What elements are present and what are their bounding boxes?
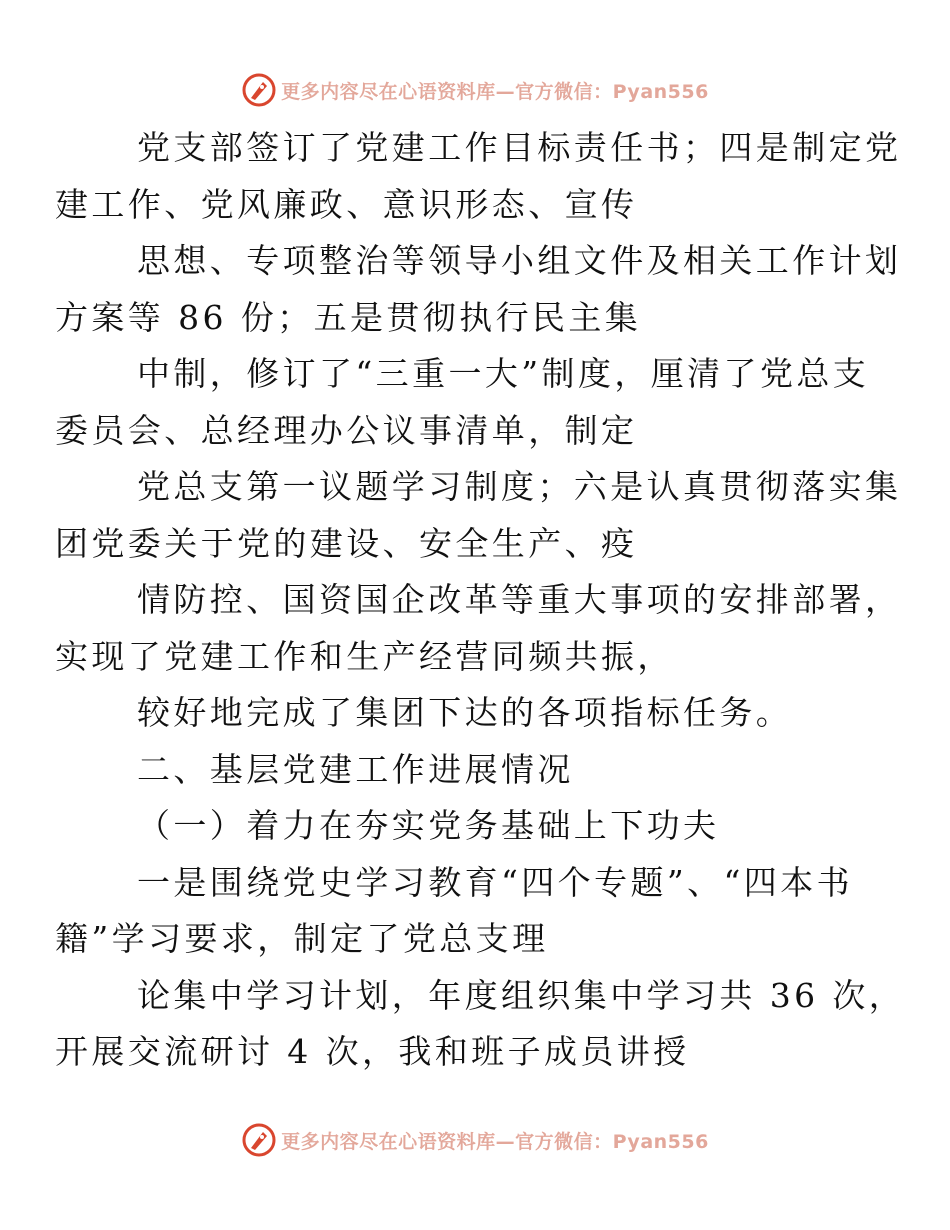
footer-banner (0, 1120, 950, 1160)
document-body (55, 120, 906, 1081)
paragraph-line: 中制，修订了“三重一大”制度，厘清了党总支 (137, 354, 870, 393)
paragraph-line: 二、基层党建工作进展情况 (137, 749, 574, 789)
paragraph-line: 委员会、总经理办公议事清单，制定 (55, 410, 638, 450)
paragraph-3 (55, 346, 870, 459)
subsection-heading (96, 798, 856, 855)
pen-nib-logo-icon (241, 1122, 277, 1158)
section-heading (96, 742, 856, 799)
paragraph-line: 一是围绕党史学习教育“四个专题”、“四本书 (137, 862, 854, 902)
paragraph-line: 方案等 86 份；五是贯彻执行民主集 (55, 297, 642, 337)
paragraph-line: 实现了党建工作和生产经营同频共振， (55, 636, 674, 676)
pen-nib-logo-icon (241, 72, 277, 108)
paragraph-line: 籍”学习要求，制定了党总支理 (55, 919, 549, 958)
paragraph-8 (55, 968, 906, 1081)
paragraph-line: 情防控、国资国企改革等重大事项的安排部署， (137, 580, 902, 619)
paragraph-2 (55, 233, 902, 346)
paragraph-line: 团党委关于党的建设、安全生产、疫 (55, 523, 638, 563)
footer-banner-text: 更多内容尽在心语资料库—官方微信：Pyan556 (281, 1130, 709, 1153)
paragraph-line: 较好地完成了集团下达的各项指标任务。 (137, 693, 793, 732)
paragraph-line: 建工作、党风廉政、意识形态、宣传 (55, 184, 638, 224)
paragraph-6 (96, 685, 856, 742)
paragraph-1 (55, 120, 902, 233)
paragraph-line: 开展交流研讨 4 次，我和班子成员讲授 (55, 1032, 690, 1071)
header-banner (0, 70, 950, 110)
paragraph-line: 党支部签订了党建工作目标责任书；四是制定党 (137, 128, 902, 167)
paragraph-line: 思想、专项整治等领导小组文件及相关工作计划 (137, 241, 902, 280)
paragraph-line: 论集中学习计划，年度组织集中学习共 36 次， (137, 975, 906, 1015)
paragraph-4 (55, 459, 902, 572)
header-banner-text: 更多内容尽在心语资料库—官方微信：Pyan556 (281, 80, 709, 103)
paragraph-5 (55, 572, 902, 685)
paragraph-7 (55, 855, 856, 968)
paragraph-line: 党总支第一议题学习制度；六是认真贯彻落实集 (137, 467, 902, 506)
paragraph-line: （一）着力在夯实党务基础上下功夫 (137, 806, 720, 845)
